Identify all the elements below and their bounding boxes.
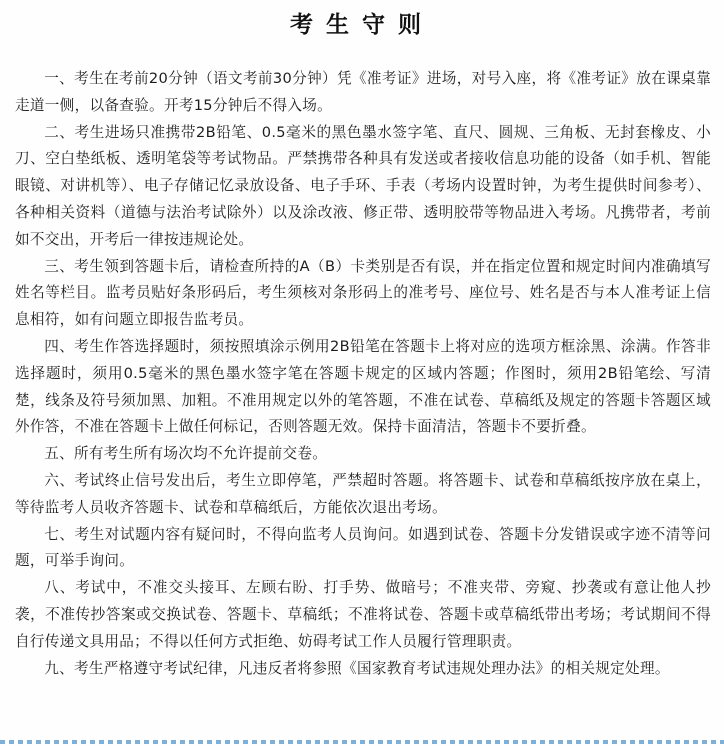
dotted-bottom-border — [0, 740, 724, 744]
rule-2: 二、考生进场只准携带2B铅笔、0.5毫米的黑色墨水签字笔、直尺、圆规、三角板、无封套橡皮、小刀、空白垫纸板、透明笔袋等考试物品。严禁携带各种具有发送或者接收信息功能的设备（如手机、智能眼镜、对讲机等）、电子存储记忆录放设备、电子手环、手表（考场内设置时钟，为考生提供时间参考）、各种相关资料（道德与法治考试除外）以及涂改液、修正带、透明胶带等物品进入考场。凡携带者，考前如不交出，开考后一律按违规论处。 — [15, 123, 711, 248]
rule-7: 七、考生对试题内容有疑问时，不得向监考人员询问。如遇到试卷、答题卡分发错误或字迹不清等问题，可举手询问。 — [15, 525, 711, 570]
rule-8: 八、考试中，不准交头接耳、左顾右盼、打手势、做暗号；不准夹带、旁窥、抄袭或有意让他人抄袭，不准传抄答案或交换试卷、答题卡、草稿纸；不准将试卷、答题卡或草稿纸带出考场；考试期间不得自行传递文具用品；不得以任何方式拒绝、妨碍考试工作人员履行管理职责。 — [15, 579, 711, 650]
page-title: 考生守则 — [290, 11, 434, 38]
rule-9: 九、考生严格遵守考试纪律，凡违反者将参照《国家教育考试违规处理办法》的相关规定处理。 — [44, 659, 670, 677]
rule-5: 五、所有考生所有场次均不允许提前交卷。 — [44, 445, 328, 463]
rule-1: 一、考生在考前20分钟（语文考前30分钟）凭《准考证》进场，对号入座，将《准考证》放在课桌靠走道一侧，以备查验。开考15分钟后不得入场。 — [15, 70, 711, 114]
rule-6: 六、考试终止信号发出后，考生立即停笔，严禁超时答题。将答题卡、试卷和草稿纸按序放在桌上，等待监考人员收齐答题卡、试卷和草稿纸后，方能依次退出考场。 — [15, 471, 711, 516]
rules-body — [15, 66, 711, 682]
rule-4: 四、考生作答选择题时，须按照填涂示例用2B铅笔在答题卡上将对应的选项方框涂黑、涂满。作答非选择题时，须用0.5毫米的黑色墨水签字笔在答题卡规定的区域内答题；作图时，须用2B铅笔绘、写清楚，线条及符号须加黑、加粗。不准用规定以外的笔答题，不准在试卷、草稿纸及规定的答题卡答题区域外作答，不准在答题卡上做任何标记，否则答题无效。保持卡面清洁，答题卡不要折叠。 — [15, 337, 711, 436]
rule-3: 三、考生领到答题卡后，请检查所持的A（B）卡类别是否有误，并在指定位置和规定时间内准确填写姓名等栏目。监考员贴好条形码后，考生须核对条形码上的准考号、座位号、姓名是否与本人准考证上信息相符，如有问题立即报告监考员。 — [15, 257, 711, 329]
